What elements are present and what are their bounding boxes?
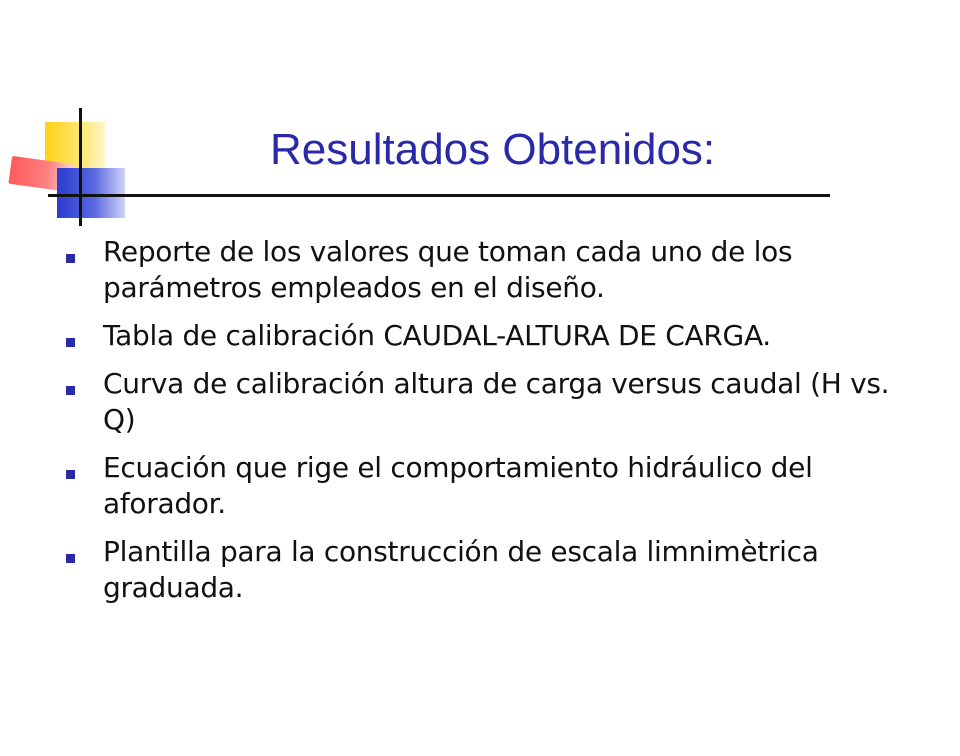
bullet-text: Tabla de calibración CAUDAL-ALTURA DE CARGA. bbox=[103, 319, 771, 352]
square-bullet-icon bbox=[66, 338, 75, 347]
logo-blue-square bbox=[57, 168, 125, 218]
square-bullet-icon bbox=[66, 386, 75, 395]
title-underline bbox=[48, 194, 830, 197]
decorative-logo bbox=[0, 0, 140, 240]
square-bullet-icon bbox=[66, 254, 75, 263]
bullet-item bbox=[66, 450, 906, 522]
slide-title: Resultados Obtenidos: bbox=[270, 125, 716, 174]
bullet-item bbox=[66, 234, 906, 306]
bullet-text: Ecuación que rige el comportamiento hidráulico del aforador. bbox=[103, 451, 813, 520]
bullet-text: Plantilla para la construcción de escala limnimètrica graduada. bbox=[103, 535, 819, 604]
bullet-item bbox=[66, 534, 906, 606]
bullet-item bbox=[66, 318, 906, 354]
bullet-text: Reporte de los valores que toman cada uno de los parámetros empleados en el diseño. bbox=[103, 235, 793, 304]
square-bullet-icon bbox=[66, 470, 75, 479]
bullet-text: Curva de calibración altura de carga versus caudal (H vs. Q) bbox=[103, 367, 890, 436]
square-bullet-icon bbox=[66, 554, 75, 563]
logo-vertical-line bbox=[79, 108, 82, 226]
bullet-list bbox=[66, 234, 906, 618]
bullet-item bbox=[66, 366, 906, 438]
